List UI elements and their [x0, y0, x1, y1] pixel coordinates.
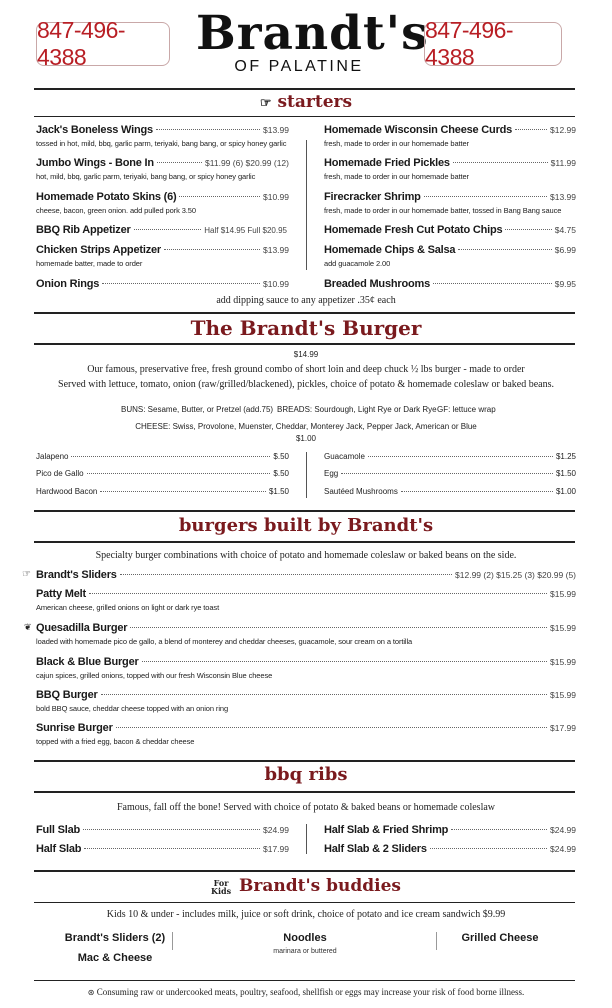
built-item-leader-dots [89, 593, 547, 594]
built-item-description: cajun spices, grilled onions, topped with our fresh Wisconsin Blue cheese [36, 671, 273, 680]
starter-item-price: $10.99 [263, 192, 289, 202]
kids-item-noodles: Noodles [283, 932, 327, 944]
kids-divider-1 [172, 932, 173, 950]
starter-item [324, 157, 576, 169]
for-label: For [213, 877, 229, 888]
starter-item-description: add guacamole 2.00 [324, 259, 391, 268]
starter-item-leader-dots [453, 162, 548, 163]
column-divider [306, 140, 307, 270]
ribs-item-price: $24.99 [263, 825, 289, 835]
addon-item [36, 469, 289, 478]
divider-top [34, 88, 575, 90]
starter-item-price: $13.99 [550, 192, 576, 202]
starter-item [36, 224, 289, 236]
addon-leader-dots [341, 473, 553, 474]
addon-price: $.50 [273, 469, 289, 478]
starter-item [324, 244, 576, 256]
addon-name: Hardwood Bacon [36, 487, 98, 496]
ribs-item-leader-dots [83, 829, 260, 830]
ribs-item-price: $24.99 [550, 825, 576, 835]
section-title-built: burgers built by Brandt's [178, 515, 434, 536]
divider-ribs-top [34, 760, 575, 762]
built-item-description: topped with a fried egg, bacon & cheddar cheese [36, 737, 195, 746]
starter-item-leader-dots [134, 229, 202, 230]
starter-item-description: fresh, made to order in our homemade batter [324, 172, 469, 181]
logo-wordmark: Brandt's [196, 6, 429, 61]
ribs-item-price: $24.99 [550, 844, 576, 854]
starter-item-leader-dots [102, 283, 260, 284]
built-item-leader-dots [101, 694, 547, 695]
starter-item-name: Firecracker Shrimp [324, 191, 421, 203]
built-item-price: $15.99 [550, 657, 576, 667]
buns-text: BUNS: Sesame, Butter, or Pretzel (add.75) [121, 405, 274, 414]
ribs-item [36, 824, 289, 836]
addon-item [36, 487, 289, 496]
buns-options [121, 405, 273, 414]
starter-item-price: $11.99 [550, 158, 576, 168]
starter-item-name: Jack's Boneless Wings [36, 124, 153, 136]
addons-divider [306, 452, 307, 498]
burger-price: $14.99 [293, 350, 319, 359]
starter-item-description: fresh, made to order in our homemade batter [324, 139, 469, 148]
gf-option [437, 405, 496, 414]
starter-item-leader-dots [458, 249, 551, 250]
built-item-name: BBQ Burger [36, 689, 98, 701]
starter-item-price: $9.95 [554, 279, 576, 289]
addon-leader-dots [401, 491, 553, 492]
ribs-divider [306, 824, 307, 854]
starter-item-price: $6.99 [554, 245, 576, 255]
restaurant-logo [196, 6, 429, 76]
kids-item-grilled-cheese: Grilled Cheese [461, 932, 539, 944]
built-item [36, 622, 576, 634]
phone-number-right[interactable] [424, 17, 562, 70]
breads-text: BREADS: Sourdough, Light Rye or Dark Rye [277, 405, 437, 414]
starter-item [324, 278, 576, 290]
addon-leader-dots [100, 491, 266, 492]
built-item-name: Patty Melt [36, 588, 86, 600]
kids-item-noodles-sub: marinara or buttered [273, 948, 337, 955]
starter-item-leader-dots [433, 283, 552, 284]
divider-built-bottom [34, 541, 575, 543]
addon-item [324, 469, 576, 478]
addon-price: $1.50 [268, 487, 289, 496]
starters-title-text: starters [277, 92, 353, 112]
starter-item [36, 157, 289, 169]
ribs-item [324, 824, 576, 836]
section-title-ribs: bbq ribs [264, 764, 348, 785]
kids-item-mac-cheese: Mac & Cheese [77, 952, 153, 964]
starter-item-leader-dots [156, 129, 260, 130]
starter-item-name: Onion Rings [36, 278, 100, 290]
footer-text: Consuming raw or undercooked meats, poultry, seafood, shellfish or eggs may increase your risk of food borne illness. [96, 987, 525, 997]
built-item [36, 569, 576, 581]
starter-item-leader-dots [505, 229, 551, 230]
pointing-hand-icon: ☞ [259, 96, 272, 111]
starter-item-price: $12.99 [550, 125, 576, 135]
addon-name: Egg [324, 469, 339, 478]
starter-item [324, 224, 576, 236]
ribs-item [324, 843, 576, 855]
addon-name: Sautéed Mushrooms [324, 487, 398, 496]
starter-item-name: Homemade Fried Pickles [324, 157, 450, 169]
starter-item-name: Homemade Potato Skins (6) [36, 191, 177, 203]
ribs-item-leader-dots [84, 848, 260, 849]
addon-name: Jalapeno [36, 452, 69, 461]
starter-item-leader-dots [424, 196, 547, 197]
starter-item-description: tossed in hot, mild, bbq, garlic parm, teriyaki, bang bang, or spicy honey garlic [36, 139, 287, 148]
built-item-name: Black & Blue Burger [36, 656, 139, 668]
built-item-price: $15.99 [550, 623, 576, 633]
starter-item-description: fresh, made to order in our homemade batter, tossed in Bang Bang sauce [324, 206, 562, 215]
starter-item [36, 124, 289, 136]
ribs-item [36, 843, 289, 855]
starter-item-name: Jumbo Wings - Bone In [36, 157, 154, 169]
logo-subtitle: OF PALATINE [234, 58, 364, 75]
ribs-item-leader-dots [430, 848, 547, 849]
addon-item [324, 452, 576, 461]
built-item [36, 722, 576, 734]
starter-item-price: $4.75 [554, 225, 576, 235]
starter-item-name: BBQ Rib Appetizer [36, 224, 131, 236]
divider-kids-top [34, 870, 575, 872]
divider-ribs-bottom [34, 791, 575, 793]
cheese-price: $1.00 [295, 434, 317, 443]
built-item-price: $12.99 (2) $15.25 (3) $20.99 (5) [455, 570, 576, 580]
starter-item-description: cheese, bacon, green onion. add pulled pork 3.50 [36, 206, 196, 215]
built-item [36, 689, 576, 701]
starter-item [324, 124, 576, 136]
divider-burger-top [34, 312, 575, 314]
kids-intro: Kids 10 & under - includes milk, juice or soft drink, choice of potato and ice cream sandwich $9.99 [106, 909, 506, 920]
ribs-item-leader-dots [451, 829, 547, 830]
starter-item-name: Homemade Chips & Salsa [324, 244, 456, 256]
starter-item-leader-dots [179, 196, 260, 197]
gf-text: GF: lettuce wrap [437, 405, 496, 414]
burger-desc-1: Our famous, preservative free, fresh ground combo of short loin and deep chuck ½ lbs burger - made to order [87, 364, 525, 375]
spicy-pepper-icon: ❦ [24, 622, 32, 632]
built-item-name: Quesadilla Burger [36, 622, 128, 634]
starter-item-description: hot, mild, bbq, garlic parm, teriyaki, bang bang, or spicy honey garlic [36, 172, 256, 181]
starter-item-price: $13.99 [263, 125, 289, 135]
built-item-leader-dots [116, 727, 547, 728]
starter-item [324, 191, 576, 203]
starters-note: add dipping sauce to any appetizer .35¢ each [216, 295, 396, 306]
built-item-leader-dots [142, 661, 547, 662]
divider-kids-bottom [34, 902, 575, 903]
starter-item-name: Homemade Fresh Cut Potato Chips [324, 224, 503, 236]
addon-name: Pico de Gallo [36, 469, 84, 478]
ribs-item-name: Full Slab [36, 824, 81, 836]
starter-item-leader-dots [515, 129, 547, 130]
addon-leader-dots [71, 456, 270, 457]
starter-item-price: $11.99 (6) $20.99 (12) [205, 158, 289, 168]
built-item-name: Brandt's Sliders [36, 569, 117, 581]
addon-name: Guacamole [324, 452, 365, 461]
addon-leader-dots [368, 456, 553, 457]
starter-item-leader-dots [157, 162, 202, 163]
starter-item-name: Breaded Mushrooms [324, 278, 431, 290]
divider-footer [34, 980, 575, 981]
section-title-burger: The Brandt's Burger [190, 316, 422, 340]
built-item-price: $17.99 [550, 723, 576, 733]
divider-built-top [34, 510, 575, 512]
built-item-leader-dots [120, 574, 452, 575]
starter-item-name: Chicken Strips Appetizer [36, 244, 161, 256]
starter-item [36, 278, 289, 290]
starter-item-price: $10.99 [263, 279, 289, 289]
built-item-description: American cheese, grilled onions on light or dark rye toast [36, 603, 220, 612]
addon-price: $1.25 [555, 452, 576, 461]
addon-price: $.50 [273, 452, 289, 461]
phone-number-left[interactable] [36, 17, 170, 70]
kids-divider-2 [436, 932, 437, 950]
addon-leader-dots [87, 473, 271, 474]
starter-item-leader-dots [164, 249, 260, 250]
addon-price: $1.00 [555, 487, 576, 496]
for-kids-label [211, 879, 231, 895]
asterisk-icon: ⊛ [87, 988, 95, 997]
ribs-item-name: Half Slab [36, 843, 82, 855]
section-title-starters [0, 92, 612, 112]
menu-header [0, 0, 612, 90]
ribs-item-name: Half Slab & Fried Shrimp [324, 824, 449, 836]
ribs-item-price: $17.99 [263, 844, 289, 854]
addon-item [36, 452, 289, 461]
built-item-price: $15.99 [550, 589, 576, 599]
burger-desc-2: Served with lettuce, tomato, onion (raw/grilled/blackened), pickles, choice of potato & homemade coleslaw or baked beans. [58, 379, 554, 390]
starter-item [36, 244, 289, 256]
starter-item-description: homemade batter, made to order [36, 259, 143, 268]
built-item-name: Sunrise Burger [36, 722, 113, 734]
kids-title-text: Brandt's buddies [239, 876, 401, 896]
built-item [36, 588, 576, 600]
ribs-intro: Famous, fall off the bone! Served with choice of potato & baked beans or homemade coleslaw [116, 802, 496, 813]
breads-options [277, 405, 437, 414]
addon-item [324, 487, 576, 496]
built-item-description: loaded with homemade pico de gallo, a blend of monterey and cheddar cheeses, guacamole, sour cream on a tortilla [36, 637, 413, 646]
phone-right-text: 847-496-4388 [425, 17, 514, 70]
starter-item-price: Half $14.95 Full $20.95 [204, 226, 287, 235]
starter-item [36, 191, 289, 203]
footer-disclaimer [0, 987, 612, 997]
ribs-item-name: Half Slab & 2 Sliders [324, 843, 427, 855]
section-title-kids [0, 876, 612, 896]
starter-item-name: Homemade Wisconsin Cheese Curds [324, 124, 513, 136]
cheese-options: CHEESE: Swiss, Provolone, Muenster, Cheddar, Monterey Jack, Pepper Jack, American or Blue [135, 422, 477, 431]
kids-label: Kids [210, 885, 232, 896]
built-item [36, 656, 576, 668]
addon-price: $1.50 [555, 469, 576, 478]
phone-left-text: 847-496-4388 [37, 17, 126, 70]
built-intro: Specialty burger combinations with choice of potato and homemade coleslaw or baked beans on the side. [95, 550, 517, 561]
pointing-hand-icon: ☞ [22, 569, 31, 580]
kids-item-sliders: Brandt's Sliders (2) [64, 932, 166, 944]
starter-item-price: $13.99 [263, 245, 289, 255]
built-item-description: bold BBQ sauce, cheddar cheese topped with an onion ring [36, 704, 229, 713]
divider-burger-bottom [34, 343, 575, 345]
built-item-leader-dots [130, 627, 547, 628]
divider-starters [34, 116, 575, 117]
built-item-price: $15.99 [550, 690, 576, 700]
